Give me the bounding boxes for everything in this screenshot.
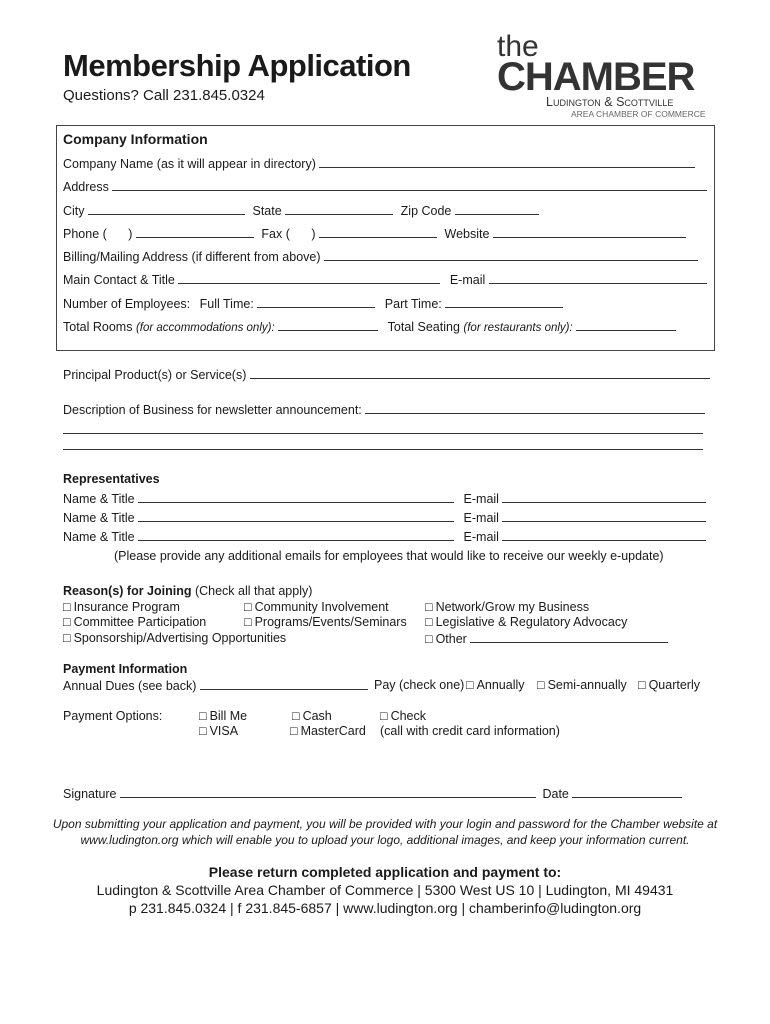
reasons-heading: Reason(s) for Joining [63,584,192,598]
date-label: Date [542,787,569,801]
rep-email-field[interactable] [502,510,706,522]
logo-chamber: CHAMBER [497,55,695,99]
rep-name-field[interactable] [138,529,454,541]
dues-label: Annual Dues (see back) [63,679,197,693]
logo-the: the [497,30,539,63]
billing-label: Billing/Mailing Address (if different from above) [63,250,321,264]
cash-checkbox[interactable]: □ Cash [292,709,332,723]
contact-field[interactable] [178,272,440,284]
city-field[interactable] [88,203,245,215]
payment-heading: Payment Information [63,662,188,676]
zip-label: Zip Code [400,204,452,218]
mastercard-checkbox[interactable]: □ MasterCard [290,724,366,738]
date-field[interactable] [572,786,682,798]
phone-label: Phone ( [63,227,107,241]
website-field[interactable] [493,226,686,238]
seating-field[interactable] [576,319,676,331]
rep-name-label: Name & Title [63,511,135,525]
rep-name-field[interactable] [138,491,454,503]
rep-email-label: E-mail [463,530,499,544]
products-label: Principal Product(s) or Service(s) [63,368,247,382]
reason-other-checkbox[interactable]: □ Other [425,632,467,646]
rep-name-label: Name & Title [63,530,135,544]
website-label: Website [444,227,490,241]
rooms-label: Total Rooms [63,320,133,334]
description-label: Description of Business for newsletter announcement: [63,403,362,417]
dues-row [63,678,368,693]
full-time-label: Full Time: [199,297,254,311]
phone-field[interactable] [136,226,254,238]
part-time-label: Part Time: [384,297,442,311]
employees-label: Number of Employees: [63,297,191,311]
return-heading: Please return completed application and payment to: [208,864,562,880]
representatives-note: (Please provide any additional emails for employees that would like to receive our weekly e-update) [114,549,664,563]
signature-label: Signature [63,787,117,801]
rooms-note: (for accommodations only): [135,322,275,334]
representative-row [63,529,706,544]
zip-field[interactable] [455,203,539,215]
fax-field[interactable] [319,226,437,238]
products-field[interactable] [250,367,710,379]
return-address: Ludington & Scottville Area Chamber of Commerce | 5300 West US 10 | Ludington, MI 49431 [96,882,674,898]
questions-phone: Questions? Call 231.845.0324 [63,87,265,104]
address-field[interactable] [112,179,707,191]
rep-name-field[interactable] [138,510,454,522]
full-time-field[interactable] [257,296,375,308]
visa-checkbox[interactable]: □ VISA [199,724,238,738]
representatives-heading: Representatives [63,472,160,486]
reason-other-field[interactable] [470,631,668,643]
footer-note-1: Upon submitting your application and payment, you will be provided with your login and password for the Chamber website at [52,817,718,831]
contact-label: Main Contact & Title [63,273,175,287]
billing-row [63,249,698,264]
representative-row [63,510,706,525]
footer-note-2: www.ludington.org which will enable you to upload your logo, additional images, and keep your information current. [80,833,690,847]
card-note: (call with credit card information) [380,724,560,738]
employees-row [63,296,563,311]
reason-programs-checkbox[interactable]: □ Programs/Events/Seminars [244,615,407,629]
state-label: State [252,204,282,218]
description-line-3[interactable] [63,449,703,450]
bill-me-checkbox[interactable]: □ Bill Me [199,709,247,723]
contact-email-field[interactable] [489,272,707,284]
reason-sponsorship-checkbox[interactable]: □ Sponsorship/Advertising Opportunities [63,631,286,645]
reasons-note: (Check all that apply) [194,584,313,598]
reason-community-checkbox[interactable]: □ Community Involvement [244,600,389,614]
city-label: City [63,204,85,218]
company-name-row [63,156,695,171]
seating-note: (for restaurants only): [463,322,573,334]
products-row [63,367,710,382]
reason-insurance-checkbox[interactable]: □ Insurance Program [63,600,180,614]
payment-options-label: Payment Options: [63,709,163,723]
contact-email-label: E-mail [449,273,486,287]
reasons-heading-row [63,584,312,598]
pay-quarterly-checkbox[interactable]: □ Quarterly [638,678,700,692]
part-time-field[interactable] [445,296,563,308]
return-contact: p 231.845.0324 | f 231.845-6857 | www.ludington.org | chamberinfo@ludington.org [128,900,642,916]
representative-row [63,491,706,506]
company-info-heading: Company Information [63,131,208,147]
seating-label: Total Seating [387,320,460,334]
description-row [63,402,705,417]
description-line-2[interactable] [63,433,703,434]
reason-network-checkbox[interactable]: □ Network/Grow my Business [425,600,589,614]
state-field[interactable] [285,203,393,215]
fax-close: ) [311,227,316,241]
phone-close: ) [128,227,133,241]
check-checkbox[interactable]: □ Check [380,709,426,723]
pay-label: Pay (check one) [374,678,465,692]
reason-other-row [425,631,668,646]
logo-line1: Ludington & Scottville [546,95,674,109]
company-name-label: Company Name (as it will appear in directory) [63,157,316,171]
description-field[interactable] [365,402,705,414]
rep-email-field[interactable] [502,529,706,541]
signature-row [63,786,682,801]
billing-field[interactable] [324,249,698,261]
logo-line2: AREA CHAMBER OF COMMERCE [571,109,706,119]
rep-name-label: Name & Title [63,492,135,506]
reason-legislative-checkbox[interactable]: □ Legislative & Regulatory Advocacy [425,615,627,629]
fax-label: Fax ( [261,227,290,241]
rooms-field[interactable] [278,319,378,331]
dues-field[interactable] [200,678,368,690]
contact-row [63,272,707,287]
signature-field[interactable] [120,786,536,798]
rep-email-label: E-mail [463,492,499,506]
address-label: Address [63,180,109,194]
company-name-field[interactable] [319,156,695,168]
rep-email-label: E-mail [463,511,499,525]
phone-row [63,226,686,241]
rooms-row [63,319,676,334]
address-row [63,179,707,194]
city-row [63,203,539,218]
pay-semi-annually-checkbox[interactable]: □ Semi-annually [537,678,627,692]
pay-annually-checkbox[interactable]: □ Annually [466,678,525,692]
rep-email-field[interactable] [502,491,706,503]
reason-committee-checkbox[interactable]: □ Committee Participation [63,615,206,629]
page-title: Membership Application [63,48,411,83]
